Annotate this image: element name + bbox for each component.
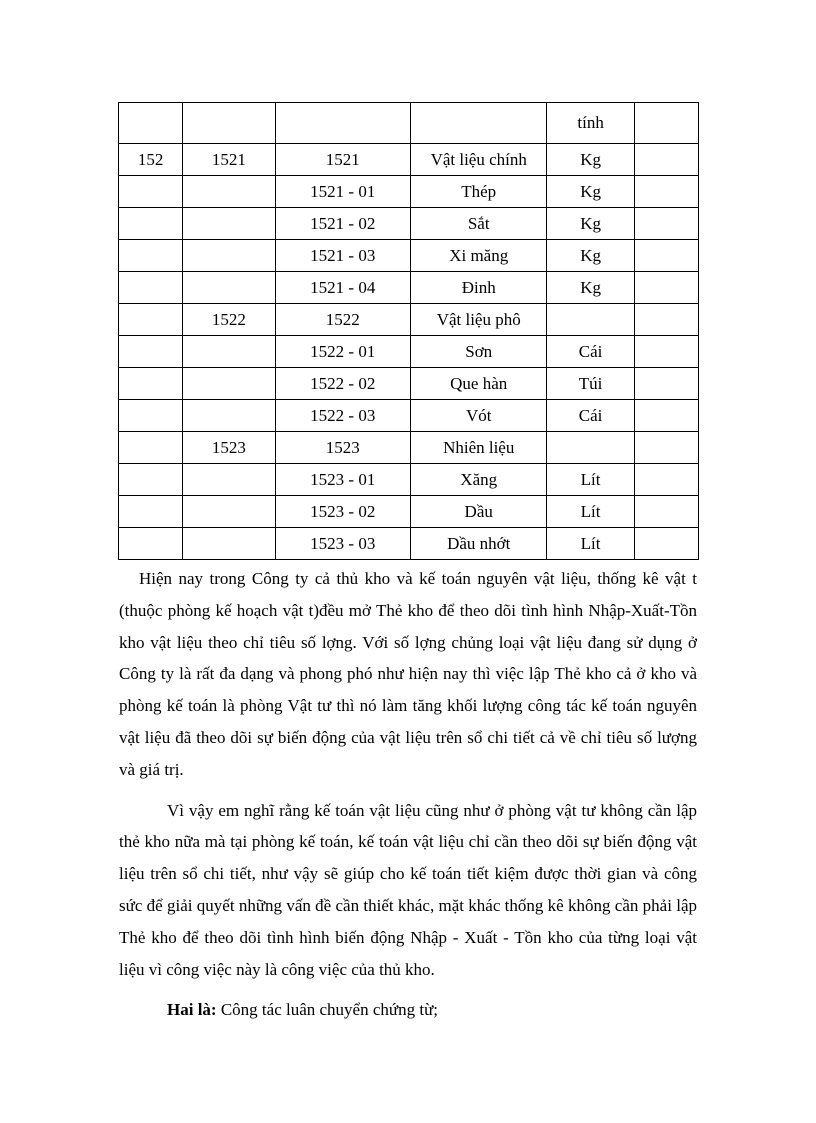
table-cell: 1523 — [183, 432, 275, 464]
table-cell — [183, 336, 275, 368]
table-cell: Thép — [410, 176, 546, 208]
table-cell — [410, 103, 546, 144]
table-cell: 1521 — [183, 144, 275, 176]
table-cell: 1523 - 03 — [275, 528, 410, 560]
table-cell — [119, 528, 183, 560]
table-cell: 1523 - 02 — [275, 496, 410, 528]
table-cell: 1521 - 03 — [275, 240, 410, 272]
paragraph-3-text: Công tác luân chuyển chứng từ; — [216, 1000, 439, 1020]
paragraph-3 — [119, 994, 697, 1026]
table-cell — [119, 368, 183, 400]
table-cell — [634, 103, 698, 144]
table-cell — [634, 496, 698, 528]
table-cell: Dầu — [410, 496, 546, 528]
table-cell — [119, 336, 183, 368]
table-cell: Vật liệu chính — [410, 144, 546, 176]
table-cell — [183, 176, 275, 208]
table-row — [119, 208, 699, 240]
table-cell: Lít — [547, 464, 634, 496]
table-cell — [183, 208, 275, 240]
table-cell: Vót — [410, 400, 546, 432]
paragraph-3-lead: Hai là: — [167, 1000, 217, 1020]
table-cell: Sắt — [410, 208, 546, 240]
table-cell: Lít — [547, 528, 634, 560]
table-cell: Lít — [547, 496, 634, 528]
table-cell: 1521 - 01 — [275, 176, 410, 208]
account-table — [118, 102, 699, 560]
table-cell — [634, 272, 698, 304]
body-text — [119, 563, 697, 1026]
table-cell: 152 — [119, 144, 183, 176]
table-row — [119, 368, 699, 400]
table-cell: Cái — [547, 400, 634, 432]
table-cell — [634, 368, 698, 400]
table-cell: 1522 — [183, 304, 275, 336]
table-cell — [119, 208, 183, 240]
table-cell — [119, 176, 183, 208]
table-cell — [275, 103, 410, 144]
table-cell: Túi — [547, 368, 634, 400]
table-cell: Cái — [547, 336, 634, 368]
table-cell — [634, 400, 698, 432]
table-cell — [183, 368, 275, 400]
table-row — [119, 144, 699, 176]
table-row — [119, 176, 699, 208]
table-cell — [634, 176, 698, 208]
table-cell: tính — [547, 103, 634, 144]
table-row — [119, 528, 699, 560]
table-cell — [183, 528, 275, 560]
table-cell — [634, 336, 698, 368]
table-cell — [119, 304, 183, 336]
table-row — [119, 400, 699, 432]
table-row — [119, 432, 699, 464]
paragraph-2: Vì vậy em nghĩ rằng kế toán vật liệu cũng như ở phòng vật tư không cần lập thẻ kho nữa mà tại phòng kế toán, kế toán vật liệu chỉ cần theo dõi sự biến động vật liệu trên sổ chi tiết, như vậy sẽ giúp cho kế toán tiết kiệm được thời gian và công sức để giải quyết những vấn đề cần thiết khác, mặt khác thống kê không cần phải lập Thẻ kho để theo dõi tình hình biến động Nhập - Xuất - Tồn kho của từng loại vật liệu vì công việc này là công việc của thủ kho. — [119, 800, 697, 979]
table-row — [119, 103, 699, 144]
table-cell — [119, 272, 183, 304]
table-cell — [119, 400, 183, 432]
table-row — [119, 496, 699, 528]
table-cell: 1522 - 01 — [275, 336, 410, 368]
table-cell — [547, 432, 634, 464]
table-row — [119, 272, 699, 304]
table-cell — [634, 528, 698, 560]
table-cell — [634, 464, 698, 496]
table-cell — [547, 304, 634, 336]
account-table-body — [119, 103, 699, 560]
table-cell: 1521 - 02 — [275, 208, 410, 240]
table-cell — [183, 272, 275, 304]
table-cell: 1523 - 01 — [275, 464, 410, 496]
table-cell: Vật liệu phô — [410, 304, 546, 336]
table-cell — [634, 208, 698, 240]
table-cell — [119, 240, 183, 272]
table-cell: Sơn — [410, 336, 546, 368]
table-cell: Nhiên liệu — [410, 432, 546, 464]
table-cell — [183, 400, 275, 432]
table-cell — [119, 432, 183, 464]
table-cell: Kg — [547, 240, 634, 272]
table-cell — [634, 144, 698, 176]
table-row — [119, 336, 699, 368]
table-cell: Kg — [547, 176, 634, 208]
table-cell — [119, 103, 183, 144]
table-cell: 1523 — [275, 432, 410, 464]
table-cell: 1522 - 03 — [275, 400, 410, 432]
table-cell — [119, 496, 183, 528]
table-cell — [183, 240, 275, 272]
table-cell: Dầu nhớt — [410, 528, 546, 560]
table-cell: Kg — [547, 208, 634, 240]
table-cell: 1522 - 02 — [275, 368, 410, 400]
table-cell — [183, 496, 275, 528]
table-cell: 1521 - 04 — [275, 272, 410, 304]
table-cell — [634, 240, 698, 272]
table-cell: 1522 — [275, 304, 410, 336]
table-cell: Đinh — [410, 272, 546, 304]
table-cell — [119, 464, 183, 496]
table-row — [119, 304, 699, 336]
table-cell: Kg — [547, 144, 634, 176]
table-cell: Que hàn — [410, 368, 546, 400]
table-cell: Xi măng — [410, 240, 546, 272]
paragraph-1: Hiện nay trong Công ty cả thủ kho và kế toán nguyên vật liệu, thống kê vật t (thuộc phòng kế hoạch vật t)đều mở Thẻ kho để theo dõi tình hình Nhập-Xuất-Tồn kho vật liệu theo chỉ tiêu số lợng. Với số lợng chủng loại vật liệu đang sử dụng ở Công ty là rất đa dạng và phong phó như hiện nay thì việc lập Thẻ kho cả ở kho và phòng kế toán là phòng Vật tư thì nó làm tăng khối lượng công tác kế toán nguyên vật liệu đã theo dõi sự biến động của vật liệu trên sổ chi tiết cả về chỉ tiêu số lượng và giá trị. — [119, 569, 697, 779]
table-cell — [183, 103, 275, 144]
table-cell: Xăng — [410, 464, 546, 496]
table-cell — [634, 304, 698, 336]
table-cell: 1521 — [275, 144, 410, 176]
table-cell — [634, 432, 698, 464]
table-row — [119, 464, 699, 496]
table-row — [119, 240, 699, 272]
table-cell: Kg — [547, 272, 634, 304]
table-cell — [183, 464, 275, 496]
